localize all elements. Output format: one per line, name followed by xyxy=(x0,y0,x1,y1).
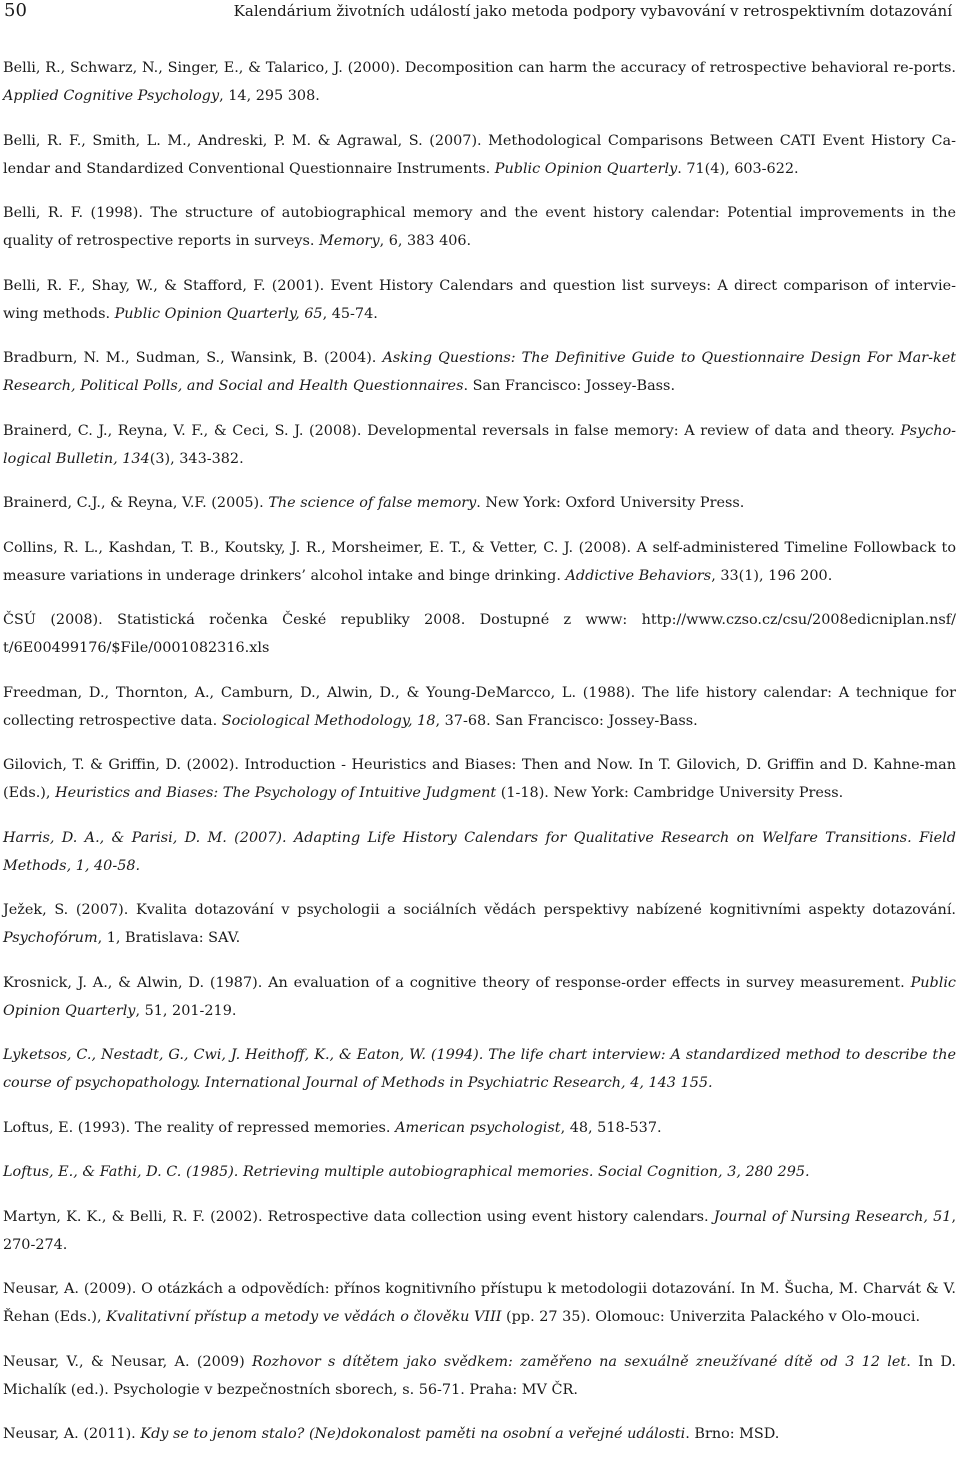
reference-text: , 48, 518-537. xyxy=(560,1119,662,1136)
reference-entry xyxy=(3,969,956,1025)
reference-entry xyxy=(3,417,956,473)
reference-italic-text: Psychofórum xyxy=(3,930,98,946)
reference-entry xyxy=(3,54,956,110)
reference-italic-text: Asking Questions: The Definitive Guide to Questionnaire Design For Mar-ket Research, Political Polls, and Social and Health Questionnaires xyxy=(3,350,957,394)
reference-entry xyxy=(3,1420,956,1448)
reference-entry xyxy=(3,1348,956,1404)
reference-italic-text: Public Opinion Quarterly xyxy=(494,160,678,177)
reference-italic-text: Harris, D. A., & Parisi, D. M. (2007). Adapting Life History Calendars for Qualitative Research on Welfare Transitions. Field Methods, 1, 40-58. xyxy=(3,829,956,874)
reference-entry xyxy=(3,344,956,400)
reference-text: Neusar, A. (2009). O otázkách a odpovědích: přínos kognitivního přístupu k metodologii dotazování. In M. Šucha, M. Charvát & V. Řehan (Eds.), xyxy=(3,1281,956,1325)
reference-text: Freedman, D., Thornton, A., Camburn, D., Alwin, D., & Young-DeMarcco, L. (1988). The life history calendar: A technique for collecting retrospective data. xyxy=(3,684,956,729)
reference-text: , 1, Bratislava: SAV. xyxy=(97,930,241,946)
reference-entry xyxy=(3,1203,956,1259)
running-title: Kalendárium životních událostí jako metoda podpory vybavování v retrospektivním dotazování xyxy=(233,2,952,20)
reference-text: . In D. Michalík (ed.). Psychologie v bezpečnostních sborech, s. 56-71. Praha: MV ČR. xyxy=(3,1353,956,1398)
reference-entry xyxy=(3,751,956,807)
reference-text: Neusar, V., & Neusar, A. (2009) xyxy=(3,1353,253,1370)
reference-text: Belli, R. F., Shay, W., & Stafford, F. (2001). Event History Calendars and question list surveys: A direct comparison of intervie-wing methods. xyxy=(3,277,956,322)
reference-italic-text: Public Opinion Quarterly xyxy=(3,974,956,1019)
reference-entry xyxy=(3,1275,956,1331)
reference-text: Belli, R. F., Smith, L. M., Andreski, P. M. & Agrawal, S. (2007). Methodological Comparisons Between CATI Event History Ca-lendar and Standardized Conventional Questionnaire Instruments. xyxy=(3,132,956,177)
reference-text: Collins, R. L., Kashdan, T. B., Koutsky, J. R., Morsheimer, E. T., & Vetter, C. J. (2008). A self-administered Timeline Followback to measure variations in underage drinkers’ alcohol intake and binge drinking. xyxy=(3,539,956,584)
reference-text: Loftus, E. (1993). The reality of repressed memories. xyxy=(3,1119,396,1136)
reference-italic-text: Memory xyxy=(319,233,380,249)
reference-entry xyxy=(3,896,956,952)
reference-italic-text: Kvalitativní přístup a metody ve vědách o člověku VIII xyxy=(106,1309,502,1325)
reference-text: Brainerd, C. J., Reyna, V. F., & Ceci, S. J. (2008). Developmental reversals in false memory: A review of data and theory. xyxy=(3,422,901,439)
reference-text: Brainerd, C.J., & Reyna, V.F. (2005). xyxy=(3,495,269,511)
reference-entry xyxy=(3,534,956,590)
reference-italic-text: Loftus, E., & Fathi, D. C. (1985). Retrieving multiple autobiographical memories. Social Cognition, 3, 280 295. xyxy=(3,1164,810,1180)
reference-italic-text: Lyketsos, C., Nestadt, G., Cwi, J. Heithoff, K., & Eaton, W. (1994). The life chart interview: A standardized method to describe the course of psychopathology. International Journal of Methods in Psychiatric Research, 4, 143 155. xyxy=(3,1047,956,1091)
reference-text: , 37-68. San Francisco: Jossey-Bass. xyxy=(435,712,698,729)
reference-entry xyxy=(3,272,956,328)
reference-entry xyxy=(3,1041,956,1097)
reference-text: . Brno: MSD. xyxy=(685,1426,780,1442)
reference-text: . 71(4), 603-622. xyxy=(677,160,799,177)
reference-entry xyxy=(3,1158,956,1186)
reference-text: (pp. 27 35). Olomouc: Univerzita Palackého v Olo-mouci. xyxy=(501,1309,921,1325)
reference-text: Gilovich, T. & Griffin, D. (2002). Introduction - Heuristics and Biases: Then and Now. In T. Gilovich, D. Griffin and D. Kahne-man (Eds.), xyxy=(3,757,956,801)
reference-italic-text: Heuristics and Biases: The Psychology of Intuitive Judgment xyxy=(55,785,497,801)
reference-text: (3), 343-382. xyxy=(149,450,244,467)
reference-text: , 270-274. xyxy=(3,1208,957,1253)
reference-italic-text: Journal of Nursing Research, 51 xyxy=(713,1208,952,1225)
reference-text: Belli, R., Schwarz, N., Singer, E., & Talarico, J. (2000). Decomposition can harm the accuracy of retrospective behavioral re-ports. xyxy=(3,60,956,76)
reference-text: , 14, 295 308. xyxy=(219,88,320,104)
reference-text: Bradburn, N. M., Sudman, S., Wansink, B. (2004). xyxy=(3,350,383,366)
reference-italic-text: Rozhovor s dítětem jako svědkem: zaměřeno na sexuálně zneužívané dítě od 3 12 let xyxy=(252,1353,907,1370)
reference-list xyxy=(0,54,958,1465)
reference-text: , 51, 201-219. xyxy=(135,1002,237,1019)
reference-entry xyxy=(3,127,956,183)
reference-text: Neusar, A. (2011). xyxy=(3,1426,141,1442)
reference-italic-text: Applied Cognitive Psychology xyxy=(3,88,220,104)
reference-text: ČSÚ (2008). Statistická ročenka České republiky 2008. Dostupné z www: http://www.czso.cz/csu/2008edicniplan.nsf/ t/6E00499176/$File/0001082316.xls xyxy=(3,612,956,656)
reference-text: , 6, 383 406. xyxy=(379,233,472,249)
reference-text: . San Francisco: Jossey-Bass. xyxy=(463,378,676,394)
reference-entry xyxy=(3,606,956,662)
reference-text: , 33(1), 196 200. xyxy=(711,567,833,584)
reference-italic-text: Sociological Methodology, 18 xyxy=(221,712,436,729)
reference-text: Krosnick, J. A., & Alwin, D. (1987). An evaluation of a cognitive theory of response-order effects in survey measurement. xyxy=(3,974,911,991)
page-header xyxy=(0,0,960,30)
reference-italic-text: American psychologist xyxy=(395,1119,561,1136)
reference-entry xyxy=(3,1114,956,1142)
reference-text: (1-18). New York: Cambridge University Press. xyxy=(496,785,844,801)
reference-entry xyxy=(3,199,956,255)
page-number: 50 xyxy=(4,0,27,21)
reference-text: . New York: Oxford University Press. xyxy=(476,495,745,511)
reference-italic-text: Kdy se to jenom stalo? (Ne)dokonalost paměti na osobní a veřejné události xyxy=(140,1426,686,1442)
reference-entry xyxy=(3,489,956,517)
reference-entry xyxy=(3,824,956,880)
reference-text: Martyn, K. K., & Belli, R. F. (2002). Retrospective data collection using event history calendars. xyxy=(3,1208,714,1225)
reference-text: Belli, R. F. (1998). The structure of autobiographical memory and the event history calendar: Potential improvements in the quality of retrospective reports in surveys. xyxy=(3,205,956,249)
reference-italic-text: Public Opinion Quarterly, 65 xyxy=(114,305,323,322)
reference-entry xyxy=(3,679,956,735)
reference-italic-text: The science of false memory xyxy=(268,495,477,511)
reference-text: Ježek, S. (2007). Kvalita dotazování v psychologii a sociálních vědách perspektivy nabízené kognitivními aspekty dotazování. xyxy=(3,902,956,918)
reference-italic-text: Addictive Behaviors xyxy=(565,567,712,584)
reference-text: , 45-74. xyxy=(322,305,378,322)
reference-italic-text: Psycho-logical Bulletin, 134 xyxy=(3,422,956,467)
